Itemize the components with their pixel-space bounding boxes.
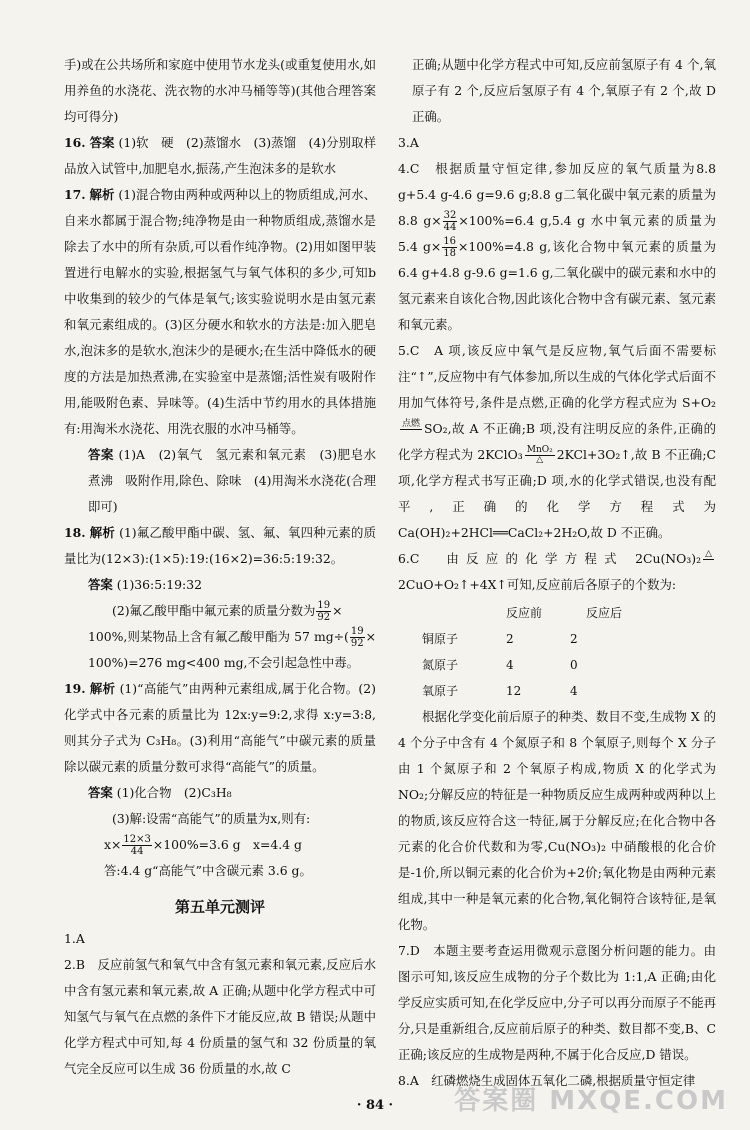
q19-equation bbox=[64, 832, 376, 858]
q19-text: (1)“高能气”由两种元素组成,属于化合物。(2)化学式中各元素的质量比为 12x:y=9:2,求得 x:y=3:8,则其分子式为 C₃H₈。(3)利用“高能气”中碳元素的质量除以碳元素的质量分数可求得“高能气”的质量。 bbox=[64, 681, 376, 774]
condition-heat-text: △ bbox=[536, 455, 544, 465]
fraction-16-numerator: 16 bbox=[443, 236, 457, 247]
r6-text-a: 6.C 由反应的化学方程式 2Cu(NO₃)₂ bbox=[398, 551, 702, 566]
q18-answer-1: (1)36:5:19:32 bbox=[116, 577, 202, 592]
r6-explanation: 根据化学变化前后原子的种类、数目不变,生成物 X 的 4 个分子中含有 4 个氮原子和 8 个氧原子,则每个 X 分子由 1 个氮原子和 2 个氧原子构成,物质 X 的化学式为 NO₂;分解反应的特征是一种物质反应生成两种或两种以上的物质,该反应符合这一特征,属于分解反应;在化合物中各元素的化合价代数和为零,Cu(NO₃)₂ 中硝酸根的化合价是-1价,所以铜元素的化合价为+2价;氧化物是由两种元素组成,其中一种是氧元素的化合物,氧化铜符合该特征,是氧化物。 bbox=[398, 709, 716, 932]
condition-catalyst bbox=[525, 446, 555, 465]
fraction-denominator: 92 bbox=[317, 612, 331, 623]
right-column bbox=[398, 52, 716, 1094]
r6-text-b: 2CuO+O₂↑+4X↑可知,反应前后各原子的个数为: bbox=[398, 577, 677, 592]
r4-text-a: 4.C 根据质量守恒定律,参加反应的氧气质量为8.8 g+5.4 g-4.6 g=9.6 g;8.8 g二氧化碳中氧元素的质量为 8.8 g× bbox=[398, 161, 716, 228]
fraction-32-numerator: 32 bbox=[443, 210, 457, 221]
section-title: 第五单元测评 bbox=[174, 898, 265, 916]
q18-text: (1)氟乙酸甲酯中碳、氢、氟、氧四种元素的质量比为(12×3):(1×5):19:(16×2)=36:5:19:32。 bbox=[64, 525, 376, 566]
q19-answer-label: 答案 bbox=[88, 785, 113, 800]
q17-answer-label: 答案 bbox=[88, 447, 114, 462]
q17-answer-text: (1)A (2)氧气 氢元素和氧元素 (3)肥皂水 煮沸 吸附作用,除色、除味 (4)用淘米水浇花(合理即可) bbox=[88, 447, 389, 514]
table-cell-before: 12 bbox=[506, 684, 522, 698]
intro-paragraph: 手)或在公共场所和家庭中使用节水龙头(或重复使用水,如用养鱼的水浇花、洗衣物的水冲马桶等等)(其他合理答案均可得分) bbox=[64, 57, 376, 124]
q19-number: 19. bbox=[64, 681, 86, 696]
table-cell-after: 2 bbox=[570, 632, 578, 646]
table-row bbox=[422, 678, 634, 704]
table-cell-name: 氮原子 bbox=[422, 658, 459, 672]
q19-answer-2: (3)解:设需“高能气”的质量为x,则有: bbox=[112, 811, 311, 826]
table-header-before: 反应前 bbox=[506, 606, 543, 620]
condition-heat-symbol: △ bbox=[705, 549, 712, 559]
fraction-36-numerator: 12×3 bbox=[123, 834, 151, 845]
s1-answer: 1.A bbox=[64, 931, 85, 946]
s2-answer: 2.B 反应前氢气和氧气中含有氢元素和氧元素,反应后水中含有氢元素和氧元素,故 A 正确;从题中化学方程式中可知氢气与氧气在点燃的条件下才能反应,故 B 错误;从题中化学方程式中可知,每 4 份质量的氢气和 32 份质量的氧气完全反应可以生成 36 份质量的水,故 C bbox=[64, 957, 376, 1076]
table-cell-after: 4 bbox=[570, 684, 578, 698]
left-column bbox=[64, 52, 389, 1082]
r5-text-c: 2KCl+3O₂↑,故 B 不正确;C 项,化学方程式书写正确;D 项,水的化学式错误,也没有配平,正确的化学方程式为 Ca(OH)₂+2HCl══CaCl₂+2H₂O,故 D 不正确。 bbox=[398, 447, 716, 540]
fraction-44-denominator: 44 bbox=[130, 846, 144, 857]
q16-block bbox=[64, 130, 376, 182]
table-cell-name: 铜原子 bbox=[422, 632, 459, 646]
fraction-numerator-b: 19 bbox=[350, 626, 364, 637]
q17-block bbox=[64, 182, 376, 442]
q16-label: 答案 bbox=[89, 135, 115, 150]
q18-answer-label: 答案 bbox=[88, 577, 113, 592]
q18-answer bbox=[64, 572, 376, 598]
condition-ignite bbox=[400, 420, 422, 439]
q19-eq-a: x× bbox=[104, 837, 122, 852]
table-row bbox=[422, 626, 634, 652]
q19-label: 解析 bbox=[89, 681, 116, 696]
times-sign-b: × bbox=[365, 629, 376, 644]
r4-block bbox=[398, 156, 716, 338]
condition-catalyst-text: MnO₂ bbox=[526, 445, 553, 455]
r1-text: 正确;从题中化学方程式中可知,反应前氢原子有 4 个,氧原子有 2 个,反应后氢原子有 4 个,氧原子有 2 个,故 D 正确。 bbox=[412, 57, 716, 124]
q18-number: 18. bbox=[64, 525, 86, 540]
watermark-logo: 答案圈 MXQE.COM bbox=[454, 1086, 728, 1116]
fraction-16-18 bbox=[442, 236, 457, 259]
table-cell-after: 0 bbox=[570, 658, 578, 672]
r3-answer: 3.A bbox=[398, 135, 419, 150]
q16-number: 16. bbox=[64, 135, 86, 150]
q18-answer-2-c: 100%,则某物品上含有氟乙酸甲酯为 57 mg÷( bbox=[88, 629, 349, 644]
fraction-32-44 bbox=[443, 210, 458, 233]
fraction-denominator-b: 92 bbox=[350, 638, 364, 649]
q18-answer-2 bbox=[64, 598, 376, 624]
q18-answer-2-a: (2)氟乙酸甲酯中氟元素的质量分数为 bbox=[112, 603, 316, 618]
times-sign: × bbox=[332, 603, 343, 618]
q17-number: 17. bbox=[64, 187, 86, 202]
fraction-18-denominator: 18 bbox=[443, 248, 457, 259]
q18-label: 解析 bbox=[89, 525, 115, 540]
table-cell-before: 4 bbox=[506, 658, 514, 672]
r8-text: 8.A 红磷燃烧生成固体五氧化二磷,根据质量守恒定律 bbox=[398, 1073, 696, 1088]
table-header-row bbox=[422, 600, 634, 626]
table-cell-before: 2 bbox=[506, 632, 514, 646]
r5-text-b: SO₂,故 A 不正确;B 项,没有注明反应的条件,正确的化学方程式为 2KClO₃ bbox=[398, 421, 716, 462]
fraction-numerator: 19 bbox=[317, 600, 331, 611]
q19-answer-3: 答:4.4 g“高能气”中含碳元素 3.6 g。 bbox=[104, 863, 312, 878]
q18-answer-2-e: 100%)=276 mg<400 mg,不会引起急性中毒。 bbox=[88, 655, 360, 670]
page-number: · 84 · bbox=[356, 1098, 394, 1113]
r6-block bbox=[398, 546, 716, 598]
q19-answer bbox=[64, 780, 376, 806]
fraction-19-92 bbox=[316, 600, 331, 623]
fraction-36-44 bbox=[122, 834, 151, 857]
q18-answer-2-cont bbox=[64, 624, 376, 676]
table-cell-name: 氧原子 bbox=[422, 684, 459, 698]
condition-heat bbox=[703, 550, 714, 569]
q18-block bbox=[64, 520, 376, 572]
q16-text: (1)软 硬 (2)蒸馏水 (3)蒸馏 (4)分别取样品放入试管中,加肥皂水,振荡,产生泡沫多的是软水 bbox=[64, 135, 376, 176]
fraction-44-denominator-r: 44 bbox=[443, 222, 457, 233]
q19-eq-b: ×100%=3.6 g x=4.4 g bbox=[152, 837, 302, 852]
r4-text-c: ×100%=4.8 g,该化合物中氧元素的质量为 6.4 g+4.8 g-9.6 g=1.6 g,二氧化碳中的碳元素和水中的氢元素来自该化合物,因此该化合物中含有碳元素、氢元素和氧元素。 bbox=[398, 239, 716, 332]
fraction-19-92-b bbox=[350, 626, 365, 649]
q19-answer-1: (1)化合物 (2)C₃H₈ bbox=[116, 785, 232, 800]
r4-text-b: ×100%=6.4 g,5.4 g 水中氧元素的质量为 5.4 g× bbox=[398, 213, 716, 254]
r7-text: 7.D 本题主要考查运用微观示意图分析问题的能力。由图示可知,该反应生成物的分子个数比为 1:1,A 正确;由化学反应实质可知,在化学反应中,分子可以再分而原子不能再分,只是重新组合,反应前后原子的种类、数目都不变,B、C 正确;该反应的生成物是两种,不属于化合反应,D 错误。 bbox=[398, 943, 716, 1062]
table-header-after: 反应后 bbox=[586, 606, 623, 620]
condition-ignite-text: 点燃 bbox=[402, 419, 421, 429]
r5-block bbox=[398, 338, 716, 546]
table-row bbox=[422, 652, 634, 678]
q17-text: (1)混合物由两种或两种以上的物质组成,河水、自来水都属于混合物;纯净物是由一种物质组成,蒸馏水是除去了水中的所有杂质,可以看作纯净物。(2)用如图甲装置进行电解水的实验,根据氢气与氧气体积的多少,可知b中收集到的较少的气体是氧气;该实验说明水是由氢元素和氧元素组成的。(3)区分硬水和软水的方法是:加入肥皂水,泡沫多的是软水,泡沫少的是硬水;在生活中降低水的硬度的方法是加热煮沸,在实验室中是蒸馏;活性炭有吸附作用,能吸附色素、异味等。(4)生活中节约用水的具体措施有:用淘米水浇花、用洗衣服的水冲马桶等。 bbox=[64, 187, 376, 436]
q19-block bbox=[64, 676, 376, 780]
q17-label: 解析 bbox=[89, 187, 115, 202]
atom-count-table bbox=[422, 600, 634, 704]
q17-answer bbox=[64, 442, 389, 520]
r5-text-a: 5.C A 项,该反应中氧气是反应物,氧气后面不需要标注“↑”,反应物中有气体参加,所以生成的气体化学式后面不用加气体符号,条件是点燃,正确的化学方程式应为 S+O₂ bbox=[398, 343, 716, 410]
